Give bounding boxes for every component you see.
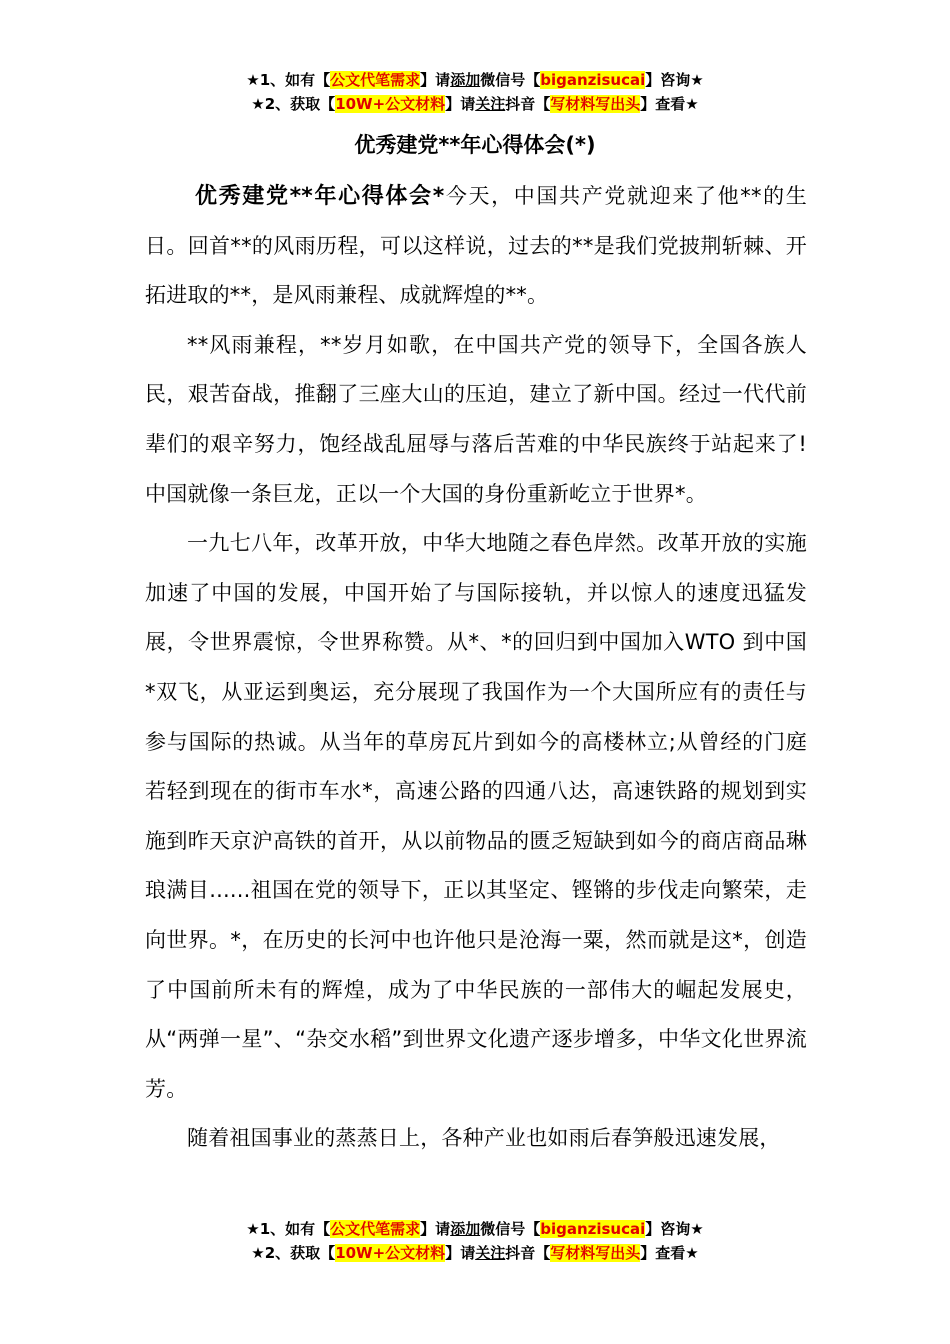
paragraph: **风雨兼程，**岁月如歌，在中国共产党的领导下，全国各族人民，艰苦奋战，推翻了三座大山的压迫，建立了新中国。经过一代代前辈们的艰辛努力，饱经战乱屈辱与落后苦难的中华民族终于站起来了!中国就像一条巨龙，正以一个大国的身份重新屹立于世界*。 xyxy=(145,332,807,506)
banner-underlined-text: 添加 xyxy=(450,1220,481,1238)
banner-text: 】咨询★ xyxy=(645,1220,704,1238)
banner-text: 微信号【 xyxy=(480,71,541,89)
banner-text: 】请 xyxy=(420,1220,451,1238)
footer-banner xyxy=(0,1217,950,1265)
banner-underlined-text: 关注 xyxy=(475,1244,506,1262)
document-title: 优秀建党**年心得体会(*) xyxy=(354,133,596,157)
paragraph: 随着祖国事业的蒸蒸日上，各种产业也如雨后春笋般迅速发展， xyxy=(187,1126,781,1151)
banner-line-1 xyxy=(0,1217,950,1241)
banner-highlight: 公文代笔需求 xyxy=(330,1220,421,1238)
banner-text: ★1、如有【 xyxy=(246,71,331,89)
banner-line-2 xyxy=(0,92,950,116)
banner-text: ★1、如有【 xyxy=(246,1220,331,1238)
banner-douyin-id: 写材料写出头 xyxy=(550,95,641,113)
document-body xyxy=(145,172,807,1164)
banner-douyin-id: 写材料写出头 xyxy=(550,1244,641,1262)
banner-highlight: 10W+公文材料 xyxy=(335,1244,446,1262)
banner-line-1 xyxy=(0,68,950,92)
banner-text: ★2、获取【 xyxy=(251,95,336,113)
banner-highlight: 公文代笔需求 xyxy=(330,71,421,89)
banner-text: 】请 xyxy=(445,95,476,113)
banner-underlined-text: 添加 xyxy=(450,71,481,89)
header-banner xyxy=(0,68,950,116)
banner-underlined-text: 关注 xyxy=(475,95,506,113)
banner-highlight: 10W+公文材料 xyxy=(335,95,446,113)
banner-text: 微信号【 xyxy=(480,1220,541,1238)
paragraph xyxy=(145,172,807,321)
banner-wechat-id: biganzisucai xyxy=(540,1220,646,1238)
banner-text: 】咨询★ xyxy=(645,71,704,89)
paragraph: 一九七八年，改革开放，中华大地随之春色岸然。改革开放的实施加速了中国的发展，中国开始了与国际接轨，并以惊人的速度迅猛发展，令世界震惊，令世界称赞。从*、*的回归到中国加入WTO 到中国*双飞，从亚运到奥运，充分展现了我国作为一个大国所应有的责任与参与国际的热诚。从当年的草房瓦片到如今的高楼林立;从曾经的门庭若轻到现在的街市车水*，高速公路的四通八达，高速铁路的规划到实施到昨天京沪高铁的首开，从以前物品的匮乏短缺到如今的商店商品琳琅满目......祖国在党的领导下，正以其坚定、铿锵的步伐走向繁荣，走向世界。*，在历史的长河中也许他只是沧海一粟，然而就是这*，创造了中国前所未有的辉煌，成为了中华民族的一部伟大的崛起发展史，从“两弹一星”、“杂交水稻”到世界文化遗产逐步增多，中华文化世界流芳。 xyxy=(145,531,807,1101)
lead-heading: 优秀建党**年心得体会* xyxy=(195,184,445,209)
banner-line-2 xyxy=(0,1241,950,1265)
paragraph-text: 今天，中国共产党就迎来了他**的生日。回首**的风雨历程，可以这样说，过去的**是我们党披荆斩棘、开拓进取的**，是风雨兼程、成就辉煌的**。 xyxy=(145,184,807,308)
banner-text: ★2、获取【 xyxy=(251,1244,336,1262)
banner-text: 】请 xyxy=(445,1244,476,1262)
banner-text: 】查看★ xyxy=(640,1244,699,1262)
banner-text: 抖音【 xyxy=(505,1244,551,1262)
banner-text: 】请 xyxy=(420,71,451,89)
banner-text: 抖音【 xyxy=(505,95,551,113)
banner-wechat-id: biganzisucai xyxy=(540,71,646,89)
banner-text: 】查看★ xyxy=(640,95,699,113)
